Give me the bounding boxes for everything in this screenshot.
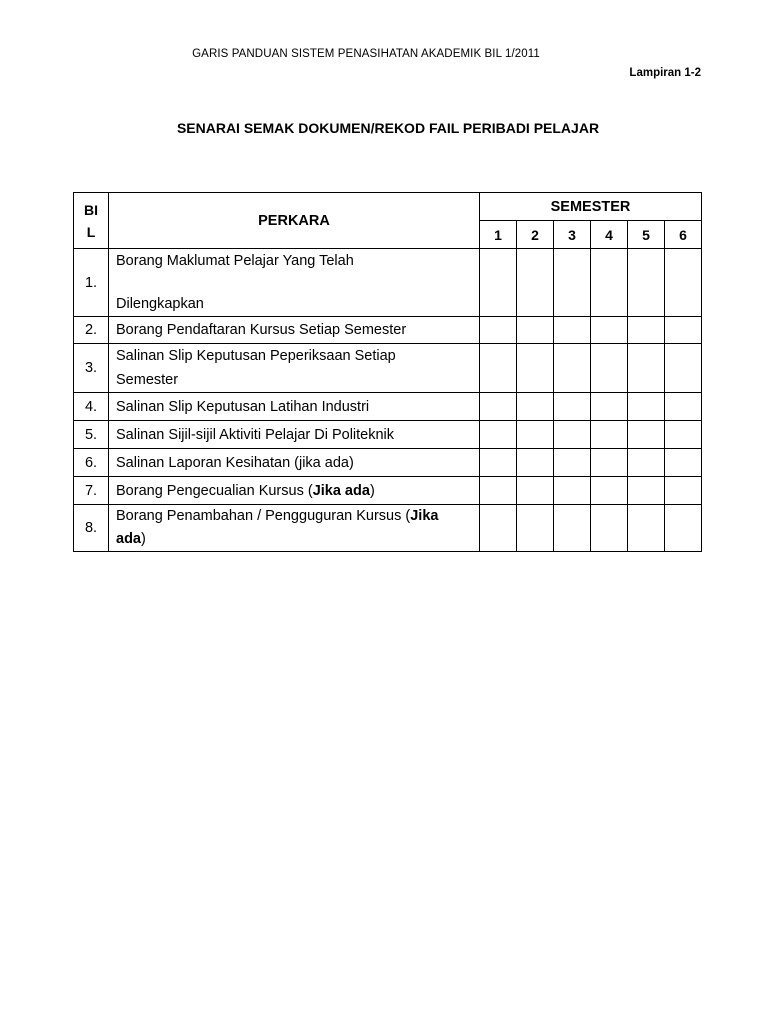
- check-cell[interactable]: [665, 421, 702, 449]
- row-item-bold-text-line2: ada: [116, 531, 141, 547]
- check-cell[interactable]: [554, 477, 591, 505]
- row-item: Salinan Slip Keputusan Latihan Industri: [109, 393, 480, 421]
- row-number: 7.: [74, 477, 109, 505]
- check-cell[interactable]: [554, 344, 591, 393]
- row-item: [109, 344, 480, 393]
- row-item-bold-text: Jika: [410, 508, 439, 524]
- row-item-line1: Salinan Slip Keputusan Peperiksaan Setiap: [116, 348, 396, 364]
- check-cell[interactable]: [628, 505, 665, 552]
- column-header-bil-line2: L: [86, 223, 96, 240]
- row-item-line2: Semester: [116, 372, 179, 388]
- row-number: 3.: [74, 344, 109, 393]
- row-item: [109, 249, 480, 317]
- row-number: 5.: [74, 421, 109, 449]
- check-cell[interactable]: [554, 505, 591, 552]
- row-item: Salinan Laporan Kesihatan (jika ada): [109, 449, 480, 477]
- semester-3-header: 3: [554, 221, 591, 249]
- check-cell[interactable]: [480, 344, 517, 393]
- row-item-bold-text: Jika ada: [312, 482, 370, 499]
- check-cell[interactable]: [480, 477, 517, 505]
- check-cell[interactable]: [554, 421, 591, 449]
- check-cell[interactable]: [517, 249, 554, 317]
- check-cell[interactable]: [591, 317, 628, 344]
- check-cell[interactable]: [628, 449, 665, 477]
- row-number: 6.: [74, 449, 109, 477]
- check-cell[interactable]: [480, 393, 517, 421]
- attachment-label: Lampiran 1-2: [629, 67, 701, 79]
- semester-4-header: 4: [591, 221, 628, 249]
- table-row: [74, 249, 702, 317]
- row-item-line2: Dilengkapkan: [116, 295, 204, 312]
- row-item-text: Borang Pengecualian Kursus (: [116, 482, 313, 499]
- check-cell[interactable]: [665, 344, 702, 393]
- table-row: [74, 317, 702, 344]
- table-row: [74, 449, 702, 477]
- check-cell[interactable]: [554, 317, 591, 344]
- semester-5-header: 5: [628, 221, 665, 249]
- check-cell[interactable]: [554, 249, 591, 317]
- header-row: [74, 193, 702, 221]
- row-number: 4.: [74, 393, 109, 421]
- check-cell[interactable]: [591, 449, 628, 477]
- table-row: [74, 505, 702, 552]
- row-item-text-end: ): [141, 531, 146, 547]
- semester-2-header: 2: [517, 221, 554, 249]
- row-number: 1.: [74, 249, 109, 317]
- document-title: SENARAI SEMAK DOKUMEN/REKOD FAIL PERIBADI PELAJAR: [176, 120, 600, 136]
- check-cell[interactable]: [480, 317, 517, 344]
- table-row: [74, 344, 702, 393]
- column-header-perkara: PERKARA: [109, 193, 480, 249]
- check-cell[interactable]: [665, 249, 702, 317]
- semester-1-header: 1: [480, 221, 517, 249]
- check-cell[interactable]: [665, 505, 702, 552]
- check-cell[interactable]: [517, 317, 554, 344]
- check-cell[interactable]: [591, 505, 628, 552]
- check-cell[interactable]: [480, 249, 517, 317]
- check-cell[interactable]: [628, 344, 665, 393]
- row-number: 2.: [74, 317, 109, 344]
- check-cell[interactable]: [591, 421, 628, 449]
- check-cell[interactable]: [517, 393, 554, 421]
- check-cell[interactable]: [665, 393, 702, 421]
- check-cell[interactable]: [628, 393, 665, 421]
- check-cell[interactable]: [480, 449, 517, 477]
- semester-6-header: 6: [665, 221, 702, 249]
- checklist-table: [73, 192, 702, 552]
- check-cell[interactable]: [591, 477, 628, 505]
- check-cell[interactable]: [628, 249, 665, 317]
- row-item-line1: Borang Penambahan / Pengguguran Kursus (: [116, 508, 411, 524]
- check-cell[interactable]: [517, 344, 554, 393]
- row-item: [109, 505, 480, 552]
- check-cell[interactable]: [591, 344, 628, 393]
- column-header-semester: SEMESTER: [480, 193, 702, 221]
- document-header: GARIS PANDUAN SISTEM PENASIHATAN AKADEMIK BIL 1/2011: [192, 48, 540, 60]
- check-cell[interactable]: [628, 421, 665, 449]
- check-cell[interactable]: [554, 449, 591, 477]
- check-cell[interactable]: [665, 449, 702, 477]
- check-cell[interactable]: [591, 393, 628, 421]
- check-cell[interactable]: [665, 317, 702, 344]
- row-item-line1: Borang Maklumat Pelajar Yang Telah: [116, 252, 354, 269]
- column-header-bil: [74, 193, 109, 249]
- check-cell[interactable]: [480, 505, 517, 552]
- row-item: Salinan Sijil-sijil Aktiviti Pelajar Di Politeknik: [109, 421, 480, 449]
- check-cell[interactable]: [480, 421, 517, 449]
- check-cell[interactable]: [665, 477, 702, 505]
- check-cell[interactable]: [628, 317, 665, 344]
- row-item-text-end: ): [369, 482, 375, 499]
- row-number: 8.: [74, 505, 109, 552]
- check-cell[interactable]: [628, 477, 665, 505]
- check-cell[interactable]: [517, 477, 554, 505]
- column-header-bil-line1: BI: [84, 201, 98, 218]
- table-row: [74, 477, 702, 505]
- check-cell[interactable]: [517, 421, 554, 449]
- check-cell[interactable]: [554, 393, 591, 421]
- table-row: [74, 421, 702, 449]
- table-row: [74, 393, 702, 421]
- check-cell[interactable]: [517, 505, 554, 552]
- row-item: [109, 477, 480, 505]
- row-item: Borang Pendaftaran Kursus Setiap Semester: [109, 317, 480, 344]
- check-cell[interactable]: [517, 449, 554, 477]
- check-cell[interactable]: [591, 249, 628, 317]
